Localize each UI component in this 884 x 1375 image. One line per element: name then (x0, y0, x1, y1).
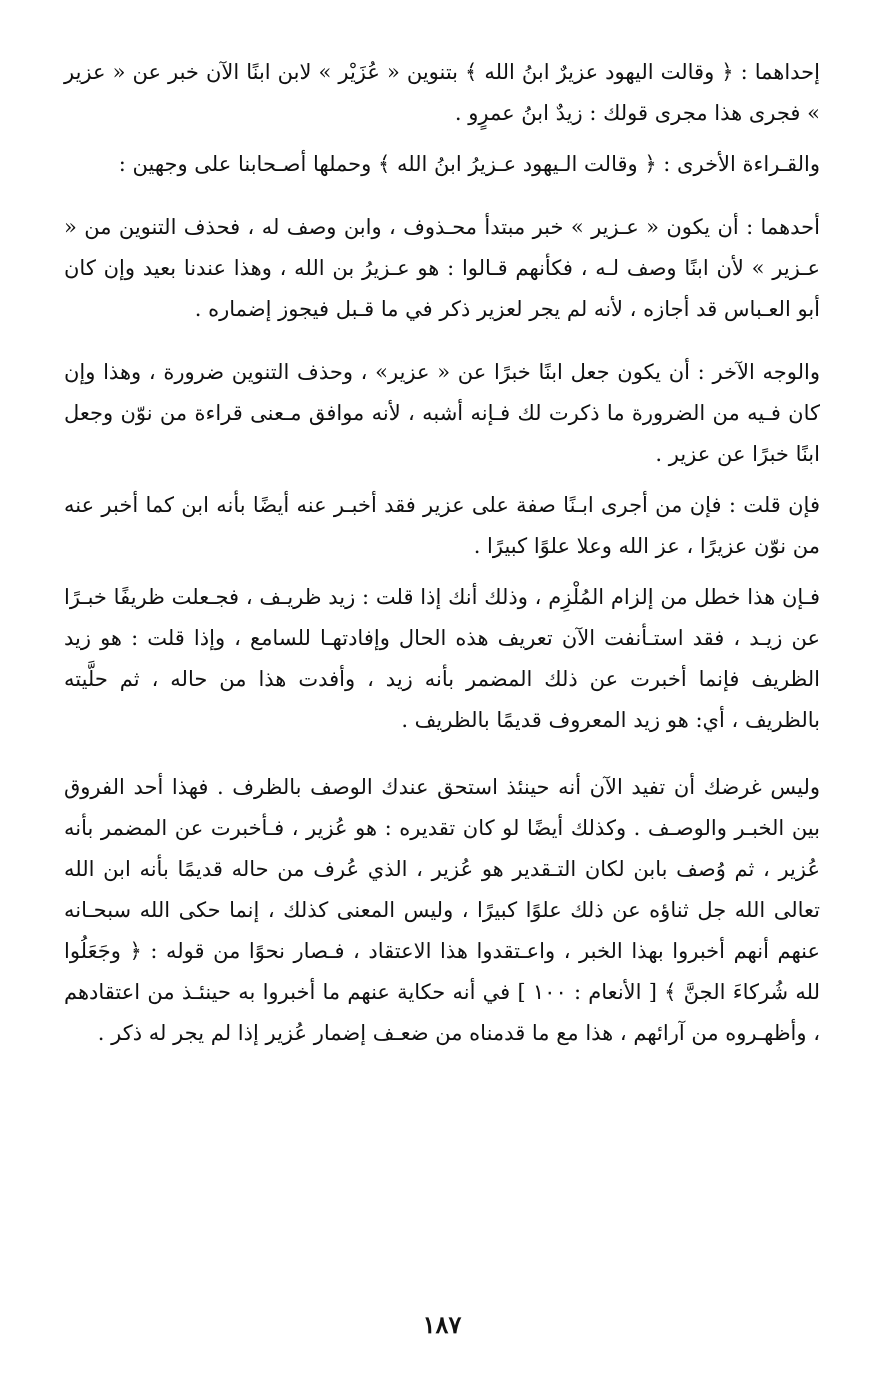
paragraph-difference: وليس غرضك أن تفيد الآن أنه حينئذ استحق عندك الوصف بالظرف . فهذا أحد الفروق بين الخبـر والوصـف . وكذلك أيضًا لو كان تقديره : هو عُزير ، فـأخبرت عن المضمر بأنه عُزير ، ثم وُصف بابن لكان التـقدير هو عُزير ، الذي عُرف من حاله قديمًا بأنه ابن الله تعالى الله جل ثناؤه عن ذلك علوًا كبيرًا ، وليس المعنى كذلك ، إنما حكى الله سبحـانه عنهم أنهم أخبروا بهذا الخبر ، واعـتقدوا هذا الاعتقاد ، فـصار نحوًا من قوله : ﴿ وجَعَلُوا لله شُركاءَ الجنَّ ﴾ [ الأنعام : ١٠٠ ] في أنه حكاية عنهم ما أخبروا به حينئـذ من اعتقادهم ، وأظهـروه من آرائهم ، هذا مع ما قدمناه من ضعـف إضمار عُزير إذا لم يجر له ذكر . (64, 775, 820, 1045)
page-number: ١٨٧ (422, 1310, 462, 1339)
paragraph-second-reading: والقـراءة الأخرى : ﴿ وقالت الـيهود عـزيرُ ابنُ الله ﴾ وحملها أصـحابنا على وجهين : (118, 152, 820, 176)
paragraph-reply: فـإن هذا خطل من إلزام المُلْزِم ، وذلك أنك إذا قلت : زيد ظريـف ، فجـعلت ظريفًا خبـرًا عن زيـد ، فقد استـأنفت الآن تعريف هذه الحال وإفادتهـا للسامع ، وإذا قلت : هو زيد الظريف فإنما أخبرت عن ذلك المضمر بأنه زيد ، وأفدت هذا من حاله ، ثم حلَّيته بالظريف ، أي: هو زيد المعروف قديمًا بالظريف . (64, 585, 820, 732)
paragraph-objection: فإن قلت : فإن من أجرى ابـنًا صفة على عزير فقد أخبـر عنه أيضًا بأنه ابن كما أخبر عنه من نوّن عزيرًا ، عز الله وعلا علوًا كبيرًا . (64, 493, 820, 558)
paragraph-other-aspect: والوجه الآخر : أن يكون جعل ابنًا خبرًا عن « عزير» ، وحذف التنوين ضرورة ، وهذا وإن كان فـيه من الضرورة ما ذكرت لك فـإنه أشبه ، لأنه موافق مـعنى قراءة من نوّن وجعل ابنًا خبرًا عن عزير . (64, 360, 820, 466)
paragraph-first-aspect: أحدهما : أن يكون « عـزير » خبر مبتدأ محـذوف ، وابن وصف له ، فحذف التنوين من « عـزير » لأن ابنًا وصف لـه ، فكأنهم قـالوا : هو عـزيرُ بن الله ، وهذا عندنا بعيد وإن كان أبو العـباس قد أجازه ، لأنه لم يجر لعزير ذكر في ما قـبل فيجوز إضماره . (64, 215, 820, 321)
paragraph-first-reading: إحداهما : ﴿ وقالت اليهود عزيرٌ ابنُ الله ﴾ بتنوين « عُزَيْر » لابن ابنًا الآن خبر عن « عزير » فجرى هذا مجرى قولك : زيدٌ ابنُ عمرٍو . (64, 60, 820, 125)
